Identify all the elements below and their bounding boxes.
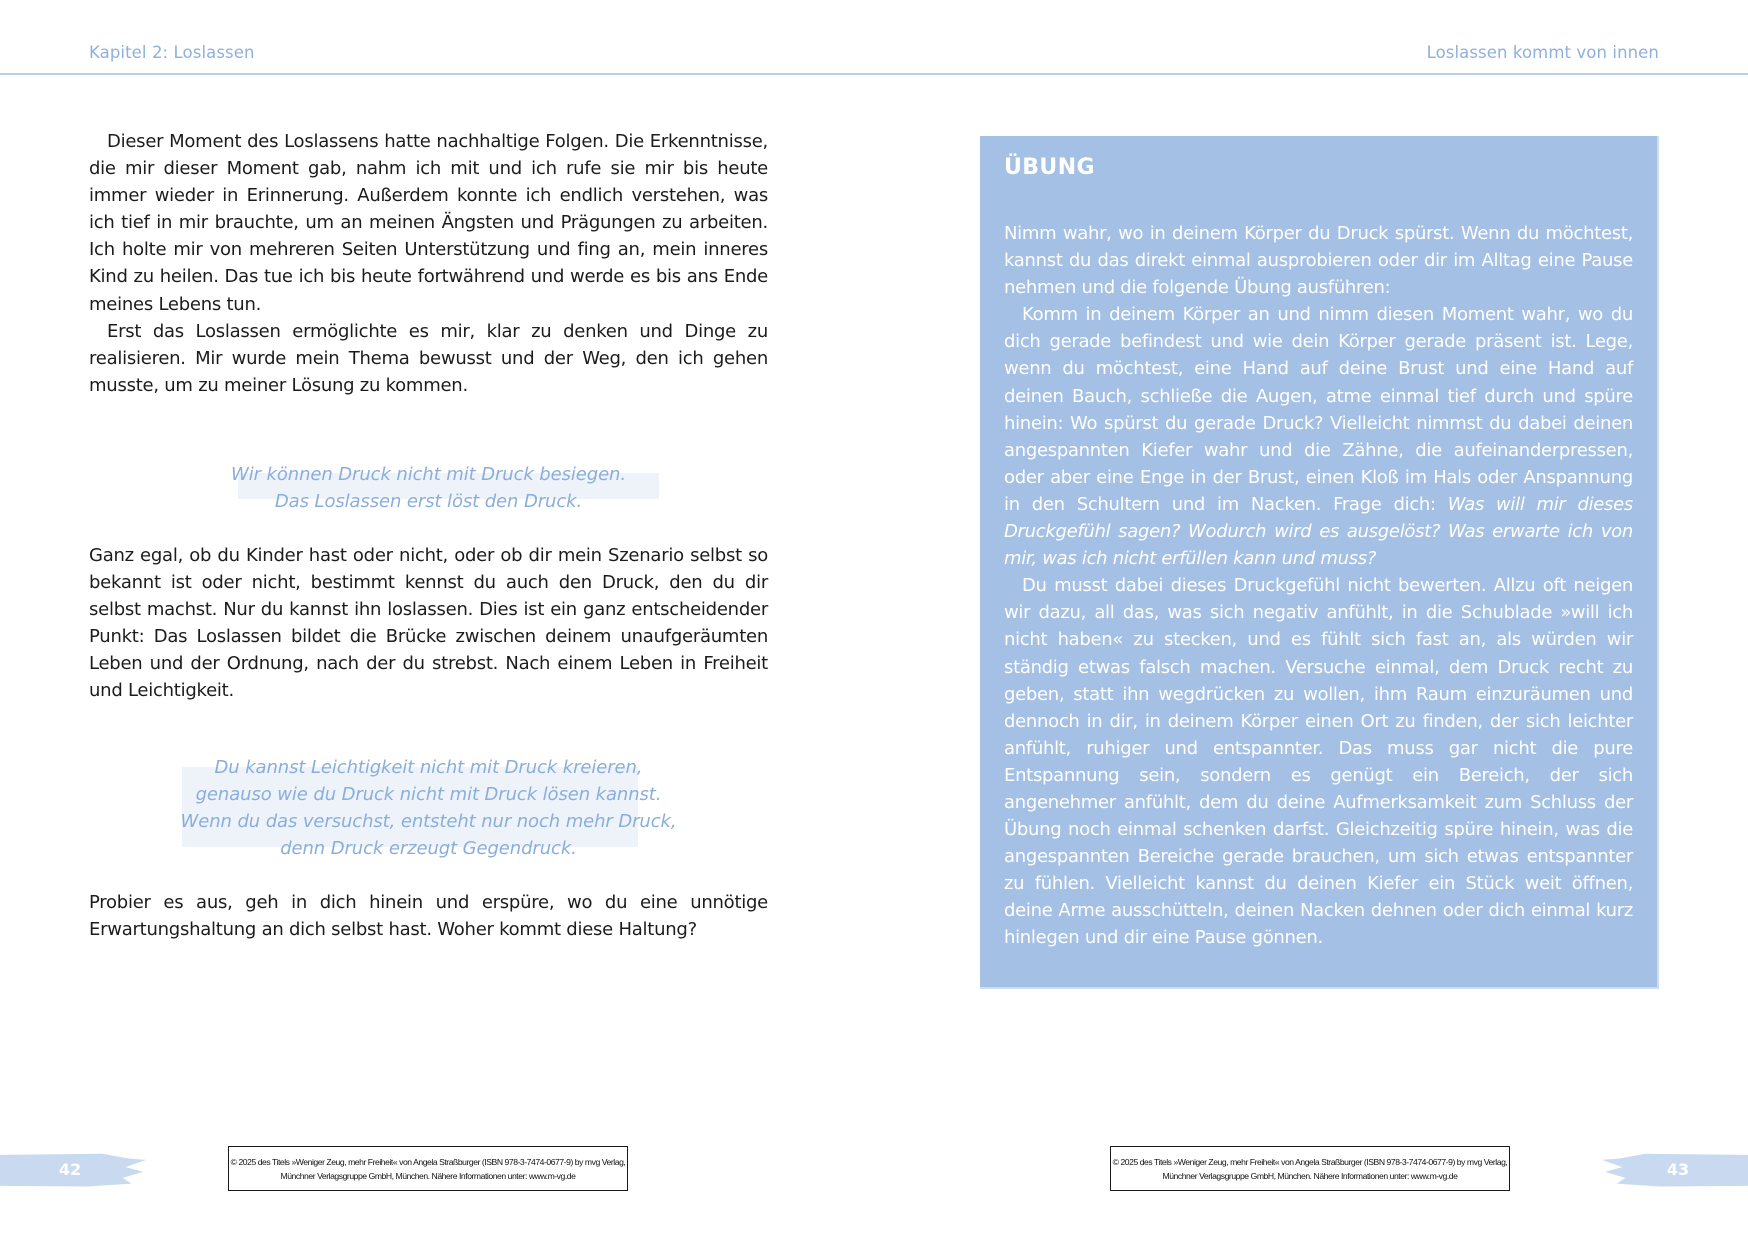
quote-line: genauso wie du Druck nicht mit Druck lösen kannst.	[195, 783, 662, 805]
copyright-notice-left	[228, 1146, 628, 1191]
quote-line: Wenn du das versuchst, entsteht nur noch mehr Druck,	[180, 810, 677, 832]
body-paragraph: Ganz egal, ob du Kinder hast oder nicht, oder ob dir mein Szenario selbst so bekannt ist oder nicht, bestimmt kennst du auch den Druck, den du dir selbst machst. Nur du kannst ihn loslassen. Dies ist ein ganz entscheidender Punkt: Das Loslassen bildet die Brücke zwischen deinem unaufgeräumten Leben und der Ordnung, nach der du strebst. Nach einem Leben in Freiheit und Leichtigkeit.	[89, 544, 768, 702]
copyright-notice-right	[1110, 1146, 1510, 1191]
page-number-right: 43	[1666, 1160, 1690, 1179]
quote-line: Wir können Druck nicht mit Druck besiegen.	[231, 463, 626, 485]
exercise-text: Komm in deinem Körper an und nimm diesen Moment wahr, wo du dich gerade befindest und wie dein Körper gerade präsent ist. Lege, wenn du möchtest, eine Hand auf deine Brust und eine Hand auf deinen Bauch, schließe die Augen, atme einmal tief durch und spüre hinein: Wo spürst du gerade Druck? Vielleicht nimmst du dabei deinen angespannten Kiefer wahr und die Zähne, die aufeinanderpressen, oder aber eine Enge in der Brust, einen Kloß im Hals oder Anspannung in den Schultern und im Nacken. Frage dich:	[1004, 304, 1633, 515]
exercise-paragraph	[1004, 301, 1633, 572]
pull-quote	[89, 461, 768, 515]
running-head-left: Kapitel 2: Loslassen	[89, 43, 255, 62]
body-paragraph: Dieser Moment des Loslassens hatte nachhaltige Folgen. Die Erkenntnisse, die mir dieser Moment gab, nahm ich mit und ich rufe sie mir bis heute immer wieder in Erinnerung. Außerdem konnte ich endlich verstehen, was ich tief in mir brauchte, um an meinen Ängsten und Prägungen zu arbeiten. Ich holte mir von mehreren Seiten Unterstützung und fing an, mein inneres Kind zu heilen. Das tue ich bis heute fortwährend und werde es bis ans Ende meines Lebens tun.	[89, 131, 768, 315]
left-page-body	[89, 128, 768, 943]
copyright-line: Münchner Verlagsgruppe GmbH, München. Nähere Informationen unter: www.m-vg.de	[280, 1171, 576, 1181]
exercise-title: ÜBUNG	[1004, 155, 1095, 180]
exercise-box	[980, 136, 1659, 989]
quote-line: denn Druck erzeugt Gegendruck.	[280, 837, 577, 859]
exercise-paragraph: Du musst dabei dieses Druckgefühl nicht bewerten. Allzu oft neigen wir dazu, all das, was sich negativ anfühlt, in die Schublade »will ich nicht haben« zu stecken, und es fühlt sich fast an, als würden wir ständig etwas falsch machen. Versuche einmal, dem Druck recht zu geben, statt ihn wegdrücken zu wollen, ihm Raum einzuräumen und dennoch in dir, in deinem Körper einen Ort zu finden, der sich leichter anfühlt, ruhiger und entspannter. Das muss gar nicht die pure Entspannung sein, sondern es genügt ein Bereich, der sich angenehmer anfühlt, dem du deine Aufmerksamkeit zum Schluss der Übung noch einmal schenken darfst. Gleichzeitig spüre hinein, was die angespannten Bereiche gerade brauchen, um sich etwas entspannter zu fühlen. Vielleicht kannst du deinen Kiefer ein Stück weit öffnen, deine Arme ausschütteln, deinen Nacken dehnen oder dich einmal kurz hinlegen und dir eine Pause gönnen.	[1004, 575, 1633, 949]
body-paragraph: Probier es aus, geh in dich hinein und erspüre, wo du eine unnötige Erwartungshaltung an dich selbst hast. Woher kommt diese Haltung?	[89, 891, 768, 940]
copyright-line: © 2025 des Titels »Weniger Zeug, mehr Freiheit« von Angela Straßburger (ISBN 978-3-7474-0677-9) by mvg Verlag,	[1112, 1157, 1508, 1167]
body-paragraph: Erst das Loslassen ermöglichte es mir, klar zu denken und Dinge zu realisieren. Mir wurde mein Thema bewusst und der Weg, den ich gehen musste, um zu meiner Lösung zu kommen.	[89, 320, 768, 396]
copyright-line: © 2025 des Titels »Weniger Zeug, mehr Freiheit« von Angela Straßburger (ISBN 978-3-7474-0677-9) by mvg Verlag,	[230, 1157, 626, 1167]
exercise-paragraph: Nimm wahr, wo in deinem Körper du Druck spürst. Wenn du möchtest, kannst du das direkt einmal ausprobieren oder dir im Alltag eine Pause nehmen und die folgende Übung ausführen:	[1004, 223, 1633, 299]
copyright-line: Münchner Verlagsgruppe GmbH, München. Nähere Informationen unter: www.m-vg.de	[1162, 1171, 1458, 1181]
exercise-question-italic: Was will mir dieses Druckgefühl sagen? Wodurch wird es ausgelöst? Was erwarte ich von mir, was ich nicht erfüllen kann und muss?	[1004, 493, 1633, 570]
pull-quote	[89, 754, 768, 862]
quote-line: Das Loslassen erst löst den Druck.	[274, 490, 583, 512]
quote-line: Du kannst Leichtigkeit nicht mit Druck kreieren,	[214, 756, 643, 778]
running-head-right: Loslassen kommt von innen	[1426, 43, 1659, 62]
page-number-left: 42	[58, 1160, 82, 1179]
header-rule	[0, 73, 1748, 75]
